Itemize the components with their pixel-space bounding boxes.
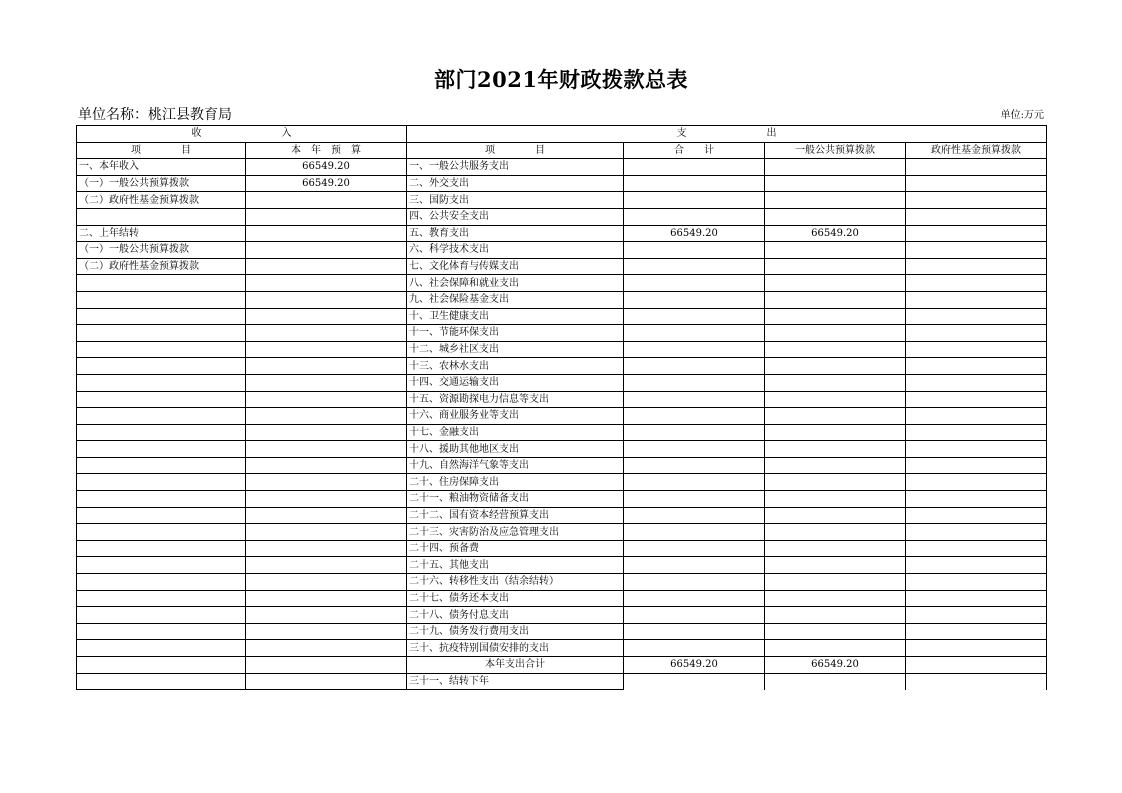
- expense-item-cell: 六、科学技术支出: [407, 242, 624, 259]
- total-cell: [624, 507, 765, 524]
- subtotal-row: [77, 657, 1047, 674]
- table-row: [77, 574, 1047, 591]
- total-cell: [624, 325, 765, 342]
- table-row: [77, 607, 1047, 624]
- general-budget-cell: [765, 275, 906, 292]
- fund-budget-cell: [906, 291, 1047, 308]
- income-item-cell: [77, 391, 246, 408]
- expense-item-cell: 十三、农林水支出: [407, 358, 624, 375]
- fund-budget-cell: [906, 524, 1047, 541]
- general-budget-cell: 66549.20: [765, 225, 906, 242]
- fund-budget-cell: [906, 258, 1047, 275]
- total-cell: [624, 374, 765, 391]
- fund-budget-cell: [906, 491, 1047, 508]
- fund-budget-cell: [906, 159, 1047, 176]
- fund-budget-cell: [906, 341, 1047, 358]
- income-item-cell: [77, 308, 246, 325]
- income-budget-cell: [246, 657, 407, 674]
- income-item-cell: [77, 574, 246, 591]
- fund-budget-cell: [906, 441, 1047, 458]
- general-budget-cell: [765, 242, 906, 259]
- general-budget-cell: [765, 673, 906, 690]
- table-row: [77, 275, 1047, 292]
- expense-item-cell: 二十四、预备费: [407, 540, 624, 557]
- total-cell: [624, 607, 765, 624]
- subtotal-fund: [906, 657, 1047, 674]
- income-budget-cell: [246, 640, 407, 657]
- total-cell: [624, 540, 765, 557]
- fund-budget-cell: [906, 358, 1047, 375]
- total-cell: [624, 574, 765, 591]
- income-item-cell: [77, 491, 246, 508]
- fund-budget-cell: [906, 640, 1047, 657]
- total-cell: [624, 557, 765, 574]
- income-header: 收 入: [77, 126, 407, 143]
- income-budget-cell: [246, 457, 407, 474]
- total-cell: [624, 590, 765, 607]
- income-budget-cell: [246, 574, 407, 591]
- income-item-cell: [77, 208, 246, 225]
- expense-item-cell: 七、文化体育与传媒支出: [407, 258, 624, 275]
- income-budget-cell: [246, 242, 407, 259]
- subtotal-general: 66549.20: [765, 657, 906, 674]
- income-budget-cell: [246, 607, 407, 624]
- expense-item-cell: 二十、住房保障支出: [407, 474, 624, 491]
- fund-budget-cell: [906, 408, 1047, 425]
- general-budget-cell: [765, 358, 906, 375]
- table-row: [77, 242, 1047, 259]
- general-budget-cell: [765, 291, 906, 308]
- general-budget-cell: [765, 557, 906, 574]
- general-budget-cell: [765, 474, 906, 491]
- table-row: [77, 208, 1047, 225]
- fund-budget-cell: [906, 507, 1047, 524]
- general-budget-cell: [765, 574, 906, 591]
- general-budget-cell: [765, 507, 906, 524]
- expense-item-cell: 一、一般公共服务支出: [407, 159, 624, 176]
- col-fund-budget: 政府性基金预算拨款: [906, 142, 1047, 159]
- total-cell: [624, 192, 765, 209]
- income-budget-cell: [246, 474, 407, 491]
- table-row: [77, 391, 1047, 408]
- expense-item-cell: 二十八、债务付息支出: [407, 607, 624, 624]
- income-budget-cell: [246, 308, 407, 325]
- fund-budget-cell: [906, 424, 1047, 441]
- expense-item-cell: 九、社会保险基金支出: [407, 291, 624, 308]
- expense-item-cell: 十一、节能环保支出: [407, 325, 624, 342]
- table-row: [77, 623, 1047, 640]
- income-item-cell: 二、上年结转: [77, 225, 246, 242]
- income-budget-cell: [246, 673, 407, 690]
- income-budget-cell: [246, 341, 407, 358]
- fund-budget-cell: [906, 607, 1047, 624]
- general-budget-cell: [765, 441, 906, 458]
- general-budget-cell: [765, 325, 906, 342]
- total-cell: [624, 424, 765, 441]
- fund-budget-cell: [906, 175, 1047, 192]
- income-item-cell: [77, 557, 246, 574]
- table-row: [77, 491, 1047, 508]
- total-cell: [624, 441, 765, 458]
- general-budget-cell: [765, 457, 906, 474]
- general-budget-cell: [765, 391, 906, 408]
- col-expense-item: 项 目: [407, 142, 624, 159]
- fund-budget-cell: [906, 275, 1047, 292]
- income-item-cell: 一、本年收入: [77, 159, 246, 176]
- income-item-cell: [77, 607, 246, 624]
- subtotal-total: 66549.20: [624, 657, 765, 674]
- total-cell: [624, 391, 765, 408]
- income-budget-cell: 66549.20: [246, 175, 407, 192]
- general-budget-cell: [765, 424, 906, 441]
- general-budget-cell: [765, 524, 906, 541]
- table-row: [77, 408, 1047, 425]
- expense-item-cell: 二十六、转移性支出（结余结转）: [407, 574, 624, 591]
- table-row: [77, 540, 1047, 557]
- income-budget-cell: [246, 192, 407, 209]
- income-item-cell: [77, 374, 246, 391]
- income-budget-cell: [246, 524, 407, 541]
- total-cell: [624, 308, 765, 325]
- column-header-row: [77, 142, 1047, 159]
- fund-budget-cell: [906, 590, 1047, 607]
- income-budget-cell: 66549.20: [246, 159, 407, 176]
- expense-header: 支 出: [407, 126, 1047, 143]
- table-row: [77, 424, 1047, 441]
- income-item-cell: （二）政府性基金预算拨款: [77, 192, 246, 209]
- fund-budget-cell: [906, 457, 1047, 474]
- unit-name: 单位名称：桃江县教育局: [78, 107, 232, 123]
- general-budget-cell: [765, 341, 906, 358]
- income-item-cell: （一）一般公共预算拨款: [77, 175, 246, 192]
- table-row: [77, 474, 1047, 491]
- expense-item-cell: 四、公共安全支出: [407, 208, 624, 225]
- fund-budget-cell: [906, 673, 1047, 690]
- income-item-cell: [77, 640, 246, 657]
- income-budget-cell: [246, 623, 407, 640]
- expense-item-cell: 二十三、灾害防治及应急管理支出: [407, 524, 624, 541]
- income-item-cell: [77, 358, 246, 375]
- table-row: [77, 159, 1047, 176]
- col-general-budget: 一般公共预算拨款: [765, 142, 906, 159]
- expense-item-cell: 二十二、国有资本经营预算支出: [407, 507, 624, 524]
- income-budget-cell: [246, 325, 407, 342]
- income-item-cell: [77, 291, 246, 308]
- carry-forward-label: 三十一、结转下年: [407, 673, 624, 690]
- fund-budget-cell: [906, 192, 1047, 209]
- fund-budget-cell: [906, 208, 1047, 225]
- total-cell: [624, 341, 765, 358]
- col-income-budget: 本 年 预 算: [246, 142, 407, 159]
- income-budget-cell: [246, 557, 407, 574]
- total-cell: [624, 673, 765, 690]
- expense-item-cell: 三十、抗疫特别国债安排的支出: [407, 640, 624, 657]
- expense-item-cell: 八、社会保障和就业支出: [407, 275, 624, 292]
- general-budget-cell: [765, 408, 906, 425]
- total-cell: 66549.20: [624, 225, 765, 242]
- income-item-cell: [77, 507, 246, 524]
- income-budget-cell: [246, 408, 407, 425]
- table-row: [77, 524, 1047, 541]
- table-row: [77, 341, 1047, 358]
- fund-budget-cell: [906, 325, 1047, 342]
- income-budget-cell: [246, 441, 407, 458]
- total-cell: [624, 491, 765, 508]
- general-budget-cell: [765, 491, 906, 508]
- total-cell: [624, 408, 765, 425]
- income-item-cell: [77, 325, 246, 342]
- income-item-cell: [77, 275, 246, 292]
- income-budget-cell: [246, 225, 407, 242]
- col-income-item: 项 目: [77, 142, 246, 159]
- fund-budget-cell: [906, 474, 1047, 491]
- income-budget-cell: [246, 291, 407, 308]
- table-row: [77, 441, 1047, 458]
- income-budget-cell: [246, 374, 407, 391]
- expense-item-cell: 二十一、粮油物资储备支出: [407, 491, 624, 508]
- income-budget-cell: [246, 258, 407, 275]
- income-item-cell: （二）政府性基金预算拨款: [77, 258, 246, 275]
- col-total: 合 计: [624, 142, 765, 159]
- general-budget-cell: [765, 590, 906, 607]
- general-budget-cell: [765, 175, 906, 192]
- expense-item-cell: 二十七、债务还本支出: [407, 590, 624, 607]
- general-budget-cell: [765, 208, 906, 225]
- income-budget-cell: [246, 275, 407, 292]
- income-budget-cell: [246, 491, 407, 508]
- expense-item-cell: 二十九、债务发行费用支出: [407, 623, 624, 640]
- general-budget-cell: [765, 308, 906, 325]
- expense-item-cell: 五、教育支出: [407, 225, 624, 242]
- income-item-cell: （一）一般公共预算拨款: [77, 242, 246, 259]
- income-budget-cell: [246, 358, 407, 375]
- last-row: [77, 673, 1047, 690]
- income-budget-cell: [246, 208, 407, 225]
- income-budget-cell: [246, 424, 407, 441]
- expense-item-cell: 十五、资源勘探电力信息等支出: [407, 391, 624, 408]
- income-item-cell: [77, 623, 246, 640]
- general-budget-cell: [765, 374, 906, 391]
- table-row: [77, 590, 1047, 607]
- expense-item-cell: 十八、援助其他地区支出: [407, 441, 624, 458]
- table-row: [77, 175, 1047, 192]
- fund-budget-cell: [906, 557, 1047, 574]
- income-item-cell: [77, 590, 246, 607]
- expense-item-cell: 十九、自然海洋气象等支出: [407, 457, 624, 474]
- table-row: [77, 258, 1047, 275]
- general-budget-cell: [765, 192, 906, 209]
- income-budget-cell: [246, 590, 407, 607]
- expense-item-cell: 十四、交通运输支出: [407, 374, 624, 391]
- expense-item-cell: 十六、商业服务业等支出: [407, 408, 624, 425]
- general-budget-cell: [765, 607, 906, 624]
- table-row: [77, 358, 1047, 375]
- total-cell: [624, 258, 765, 275]
- fund-budget-cell: [906, 308, 1047, 325]
- fund-budget-cell: [906, 225, 1047, 242]
- expense-item-cell: 二、外交支出: [407, 175, 624, 192]
- total-cell: [624, 175, 765, 192]
- table-row: [77, 325, 1047, 342]
- fund-budget-cell: [906, 374, 1047, 391]
- income-item-cell: [77, 673, 246, 690]
- total-cell: [624, 275, 765, 292]
- section-header-row: [77, 126, 1047, 143]
- table-row: [77, 557, 1047, 574]
- table-row: [77, 374, 1047, 391]
- table-row: [77, 225, 1047, 242]
- table-row: [77, 291, 1047, 308]
- expense-item-cell: 十二、城乡社区支出: [407, 341, 624, 358]
- total-cell: [624, 291, 765, 308]
- total-cell: [624, 358, 765, 375]
- total-cell: [624, 640, 765, 657]
- total-cell: [624, 474, 765, 491]
- income-item-cell: [77, 424, 246, 441]
- total-cell: [624, 242, 765, 259]
- income-item-cell: [77, 657, 246, 674]
- fund-budget-cell: [906, 391, 1047, 408]
- subtotal-label: 本年支出合计: [407, 657, 624, 674]
- page-title: 部门2021年财政拨款总表: [434, 67, 688, 92]
- income-item-cell: [77, 457, 246, 474]
- total-cell: [624, 457, 765, 474]
- total-cell: [624, 623, 765, 640]
- income-item-cell: [77, 524, 246, 541]
- fund-budget-cell: [906, 574, 1047, 591]
- unit-label: 单位:万元: [1000, 110, 1044, 121]
- budget-table: [76, 125, 1047, 690]
- expense-item-cell: 十七、金融支出: [407, 424, 624, 441]
- table-row: [77, 192, 1047, 209]
- total-cell: [624, 524, 765, 541]
- income-item-cell: [77, 408, 246, 425]
- income-item-cell: [77, 341, 246, 358]
- expense-item-cell: 三、国防支出: [407, 192, 624, 209]
- general-budget-cell: [765, 640, 906, 657]
- income-item-cell: [77, 540, 246, 557]
- table-row: [77, 457, 1047, 474]
- expense-item-cell: 十、卫生健康支出: [407, 308, 624, 325]
- fund-budget-cell: [906, 623, 1047, 640]
- total-cell: [624, 159, 765, 176]
- general-budget-cell: [765, 258, 906, 275]
- general-budget-cell: [765, 623, 906, 640]
- fund-budget-cell: [906, 242, 1047, 259]
- table-row: [77, 640, 1047, 657]
- income-item-cell: [77, 474, 246, 491]
- income-item-cell: [77, 441, 246, 458]
- income-budget-cell: [246, 507, 407, 524]
- income-budget-cell: [246, 391, 407, 408]
- general-budget-cell: [765, 540, 906, 557]
- fund-budget-cell: [906, 540, 1047, 557]
- total-cell: [624, 208, 765, 225]
- expense-item-cell: 二十五、其他支出: [407, 557, 624, 574]
- general-budget-cell: [765, 159, 906, 176]
- table-row: [77, 308, 1047, 325]
- table-row: [77, 507, 1047, 524]
- income-budget-cell: [246, 540, 407, 557]
